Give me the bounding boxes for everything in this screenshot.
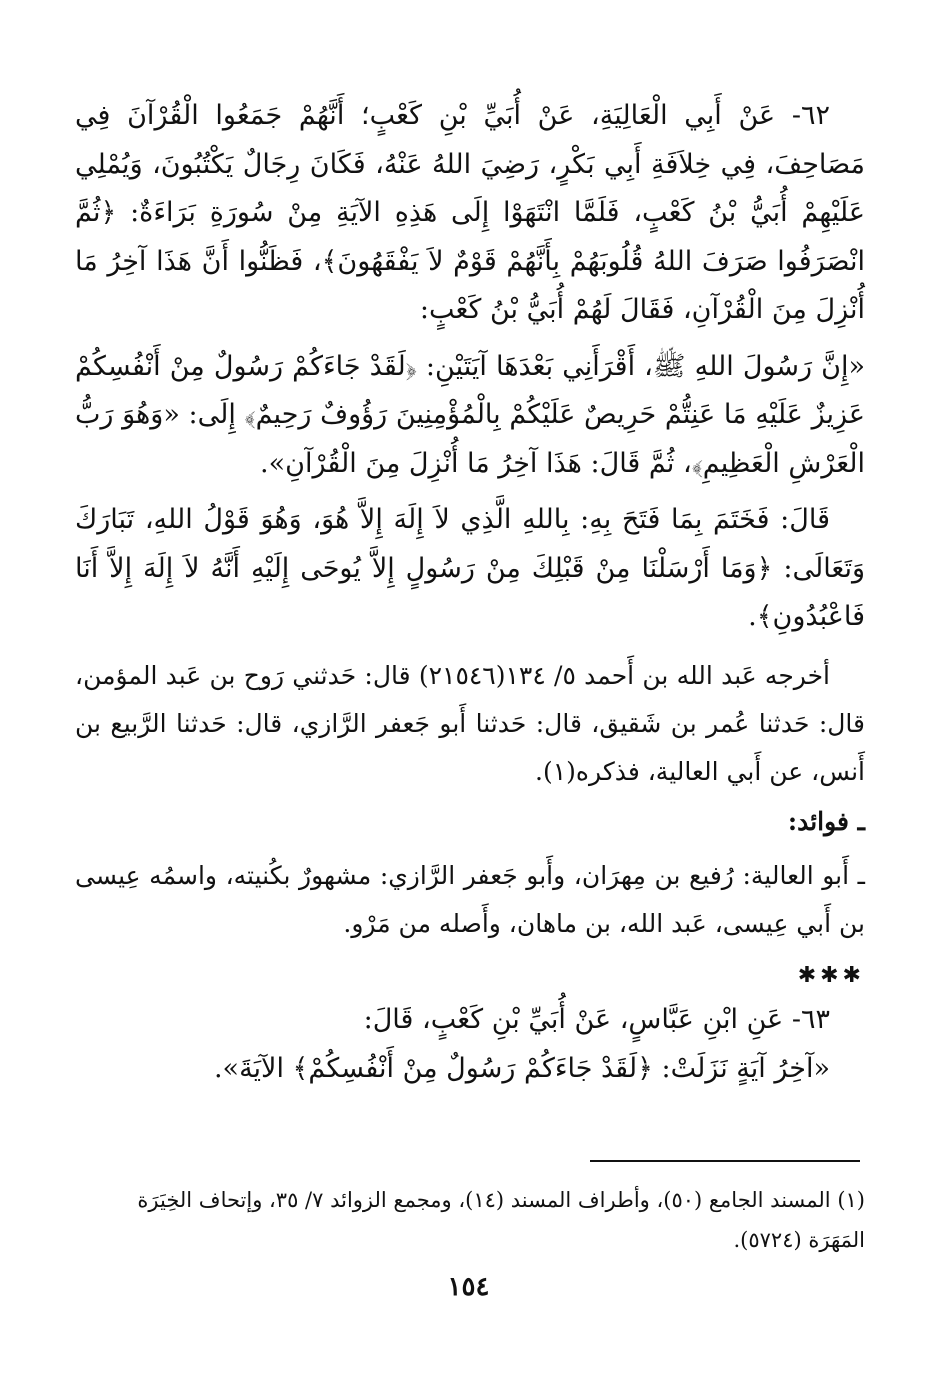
- hadith-63-line-1: ٦٣- عَنِ ابْنِ عَبَّاسٍ، عَنْ أُبَيِّ بْنِ كَعْبٍ، قَالَ:: [363, 1004, 830, 1035]
- footnote-divider: [590, 1160, 860, 1162]
- section-separator: ✱✱✱: [797, 963, 865, 988]
- footnote: (١) المسند الجامع (٥٠)، وأطراف المسند (١٤)، ومجمع الزوائد ٧/ ٣٥، وإتحاف الخِيَرَة المَهَرَة (٥٧٢٤).: [137, 1188, 865, 1252]
- main-text: [75, 92, 865, 1093]
- hadith-63-line-2: «آخِرُ آيَةٍ نَزَلَتْ: ﴿لَقَدْ جَاءَكُمْ رَسُولٌ مِنْ أَنْفُسِكُمْ﴾ الآيَةَ».: [213, 1052, 830, 1084]
- hadith-62-sources: أخرجه عَبد الله بن أَحمد ٥/ ١٣٤(٢١٥٤٦) قال: حَدثني رَوح بن عَبد المؤمن، قال: حَدثنا عُمر بن شَقيق، قال: حَدثنا أَبو جَعفر الرَّازي، قال: حَدثنا الرَّبيع بن أَنس، عن أَبي العالية، فذكره(١).: [75, 660, 865, 786]
- fawaid-text: ـ أَبو العالية: رُفيع بن مِهرَان، وأَبو جَعفر الرَّازي: مشهورٌ بكُنيته، واسمُه عِيسى بن أَبي عِيسى، عَبد الله، بن ماهان، وأَصله من مَرْو.: [75, 861, 865, 938]
- hadith-62-conclusion: قَالَ: فَخَتَمَ بِمَا فَتَحَ بِهِ: بِاللهِ الَّذِي لاَ إِلَهَ إِلاَّ هُوَ، وَهُوَ قَوْلُ اللهِ، تَبَارَكَ وَتَعَالَى: ﴿وَمَا أَرْسَلْنَا مِنْ قَبْلِكَ مِنْ رَسُولٍ إِلاَّ يُوحَى إِلَيْهِ أَنَّهُ لاَ إِلَهَ إِلاَّ أَنَا فَاعْبُدُونِ﴾.: [75, 504, 865, 632]
- hadith-62-quote: «إِنَّ رَسُولَ اللهِ ﷺ، أَقْرَأَنِي بَعْدَهَا آيَتَيْنِ: ﴿لَقَدْ جَاءَكُمْ رَسُولٌ مِنْ أَنْفُسِكُمْ عَزِيزٌ عَلَيْهِ مَا عَنِتُّمْ حَرِيصٌ عَلَيْكُمْ بِالْمُؤْمِنِينَ رَؤُوفٌ رَحِيمٌ﴾ إِلَى: «وَهُوَ رَبُّ الْعَرْشِ الْعَظِيمِ﴾، ثُمَّ قَالَ: هَذَا آخِرُ مَا أُنْزِلَ مِنَ الْقُرْآنِ».: [75, 350, 865, 479]
- hadith-62-paragraph: ٦٢- عَنْ أَبِي الْعَالِيَةِ، عَنْ أُبَيِّ بْنِ كَعْبٍ؛ أَنَّهُمْ جَمَعُوا الْقُرْآنَ فِي مَصَاحِفَ، فِي خِلاَفَةِ أَبِي بَكْرٍ، رَضِيَ اللهُ عَنْهُ، فَكَانَ رِجَالٌ يَكْتُبُونَ، وَيُمْلِي عَلَيْهِمْ أُبَيُّ بْنُ كَعْبٍ، فَلَمَّا انْتَهَوْا إِلَى هَذِهِ الآيَةِ مِنْ سُورَةِ بَرَاءَةٌ: ﴿ثُمَّ انْصَرَفُوا صَرَفَ اللهُ قُلُوبَهُمْ بِأَنَّهُمْ قَوْمٌ لاَ يَفْقَهُونَ﴾، فَظَنُّوا أَنَّ هَذَا آخِرُ مَا أُنْزِلَ مِنَ الْقُرْآنِ، فَقَالَ لَهُمْ أُبَيُّ بْنُ كَعْبٍ:: [75, 100, 865, 325]
- fawaid-heading: ـ فوائد:: [787, 806, 865, 836]
- page-number: ١٥٤: [447, 1272, 490, 1302]
